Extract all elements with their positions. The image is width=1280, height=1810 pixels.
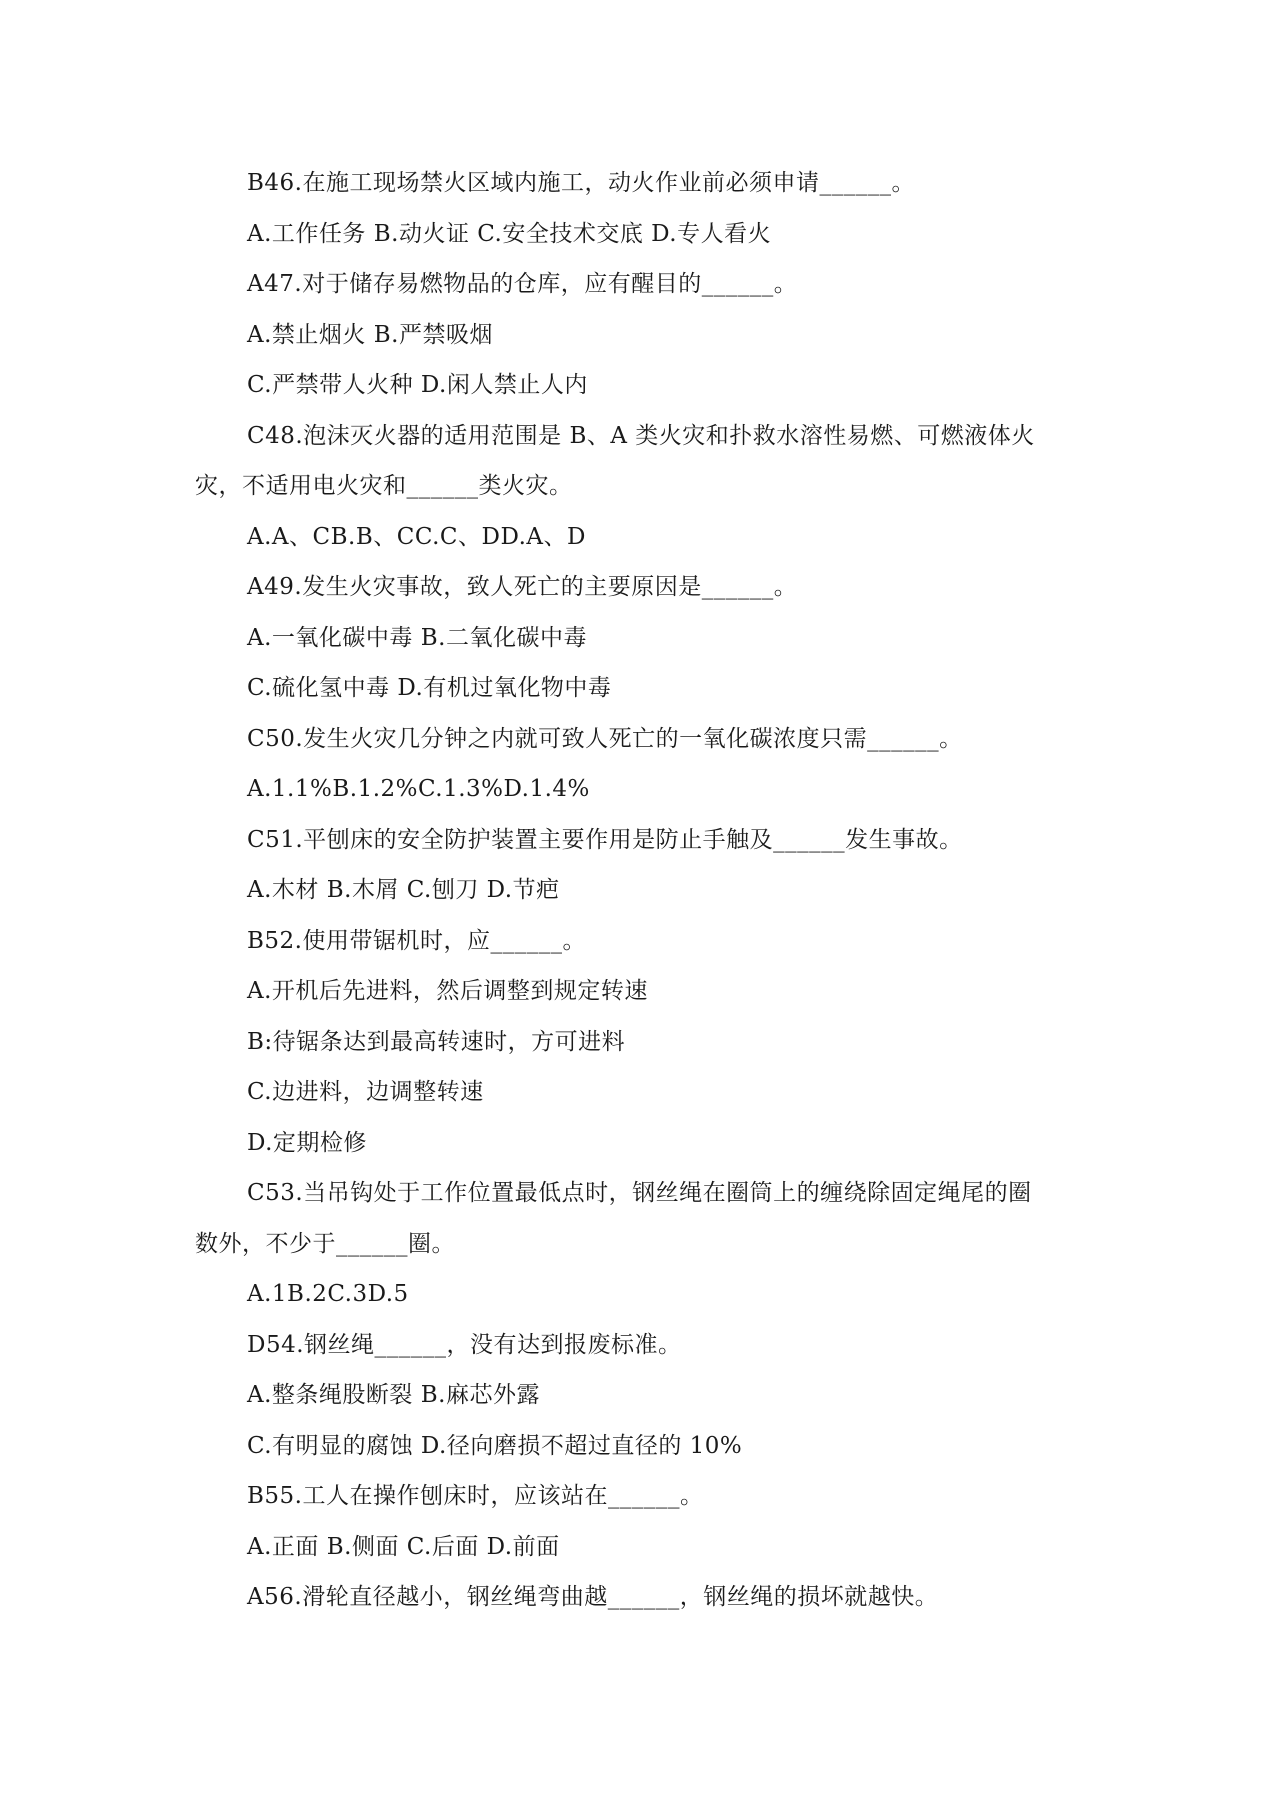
question-c53: C53.当吊钩处于工作位置最低点时，钢丝绳在圈筒上的缠绕除固定绳尾的圈 xyxy=(247,1180,1032,1206)
question-b52: B52.使用带锯机时，应______。 xyxy=(247,927,586,954)
options-c48: A.A、CB.B、CC.C、DD.A、D xyxy=(247,523,586,550)
question-c48: C48.泡沫灭火器的适用范围是 B、A 类火灾和扑救水溶性易燃、可燃液体火 xyxy=(247,422,1035,449)
option-b52-d: D.定期检修 xyxy=(247,1129,367,1156)
options-c51: A.木材 B.木屑 C.刨刀 D.节疤 xyxy=(247,877,560,903)
option-b52-b: B:待锯条达到最高转速时，方可进料 xyxy=(247,1028,626,1055)
question-b46: B46.在施工现场禁火区域内施工，动火作业前必须申请______。 xyxy=(247,170,915,196)
question-a49: A49.发生火灾事故，致人死亡的主要原因是______。 xyxy=(247,574,798,600)
options-a47-2: C.严禁带人火种 D.闲人禁止人内 xyxy=(247,372,588,398)
question-d54: D54.钢丝绳______，没有达到报废标准。 xyxy=(247,1331,682,1358)
option-b52-a: A.开机后先进料，然后调整到规定转速 xyxy=(247,978,648,1004)
option-b52-c: C.边进料，边调整转速 xyxy=(247,1079,484,1105)
options-b55: A.正面 B.侧面 C.后面 D.前面 xyxy=(247,1533,560,1560)
options-c53: A.1B.2C.3D.5 xyxy=(247,1281,409,1307)
question-a56: A56.滑轮直径越小，钢丝绳弯曲越______，钢丝绳的损坏就越快。 xyxy=(247,1584,939,1610)
options-a49-1: A.一氧化碳中毒 B.二氧化碳中毒 xyxy=(247,624,587,651)
question-a47: A47.对于储存易燃物品的仓库，应有醒目的______。 xyxy=(247,271,798,297)
options-c50: A.1.1%B.1.2%C.1.3%D.1.4% xyxy=(247,776,590,802)
question-c50: C50.发生火灾几分钟之内就可致人死亡的一氧化碳浓度只需______。 xyxy=(247,725,963,752)
options-a47-1: A.禁止烟火 B.严禁吸烟 xyxy=(247,321,493,348)
options-d54-2: C.有明显的腐蚀 D.径向磨损不超过直径的 10% xyxy=(247,1432,743,1459)
document-body xyxy=(195,158,1095,1623)
question-b55: B55.工人在操作刨床时，应该站在______。 xyxy=(247,1483,704,1509)
options-a49-2: C.硫化氢中毒 D.有机过氧化物中毒 xyxy=(247,675,612,701)
question-c48-cont: 灾，不适用电火灾和______类火灾。 xyxy=(195,473,573,499)
options-d54-1: A.整条绳股断裂 B.麻芯外露 xyxy=(247,1382,540,1408)
question-c53-cont: 数外，不少于______圈。 xyxy=(195,1230,455,1257)
question-c51: C51.平刨床的安全防护装置主要作用是防止手触及______发生事故。 xyxy=(247,826,963,853)
options-b46: A.工作任务 B.动火证 C.安全技术交底 D.专人看火 xyxy=(247,220,772,247)
